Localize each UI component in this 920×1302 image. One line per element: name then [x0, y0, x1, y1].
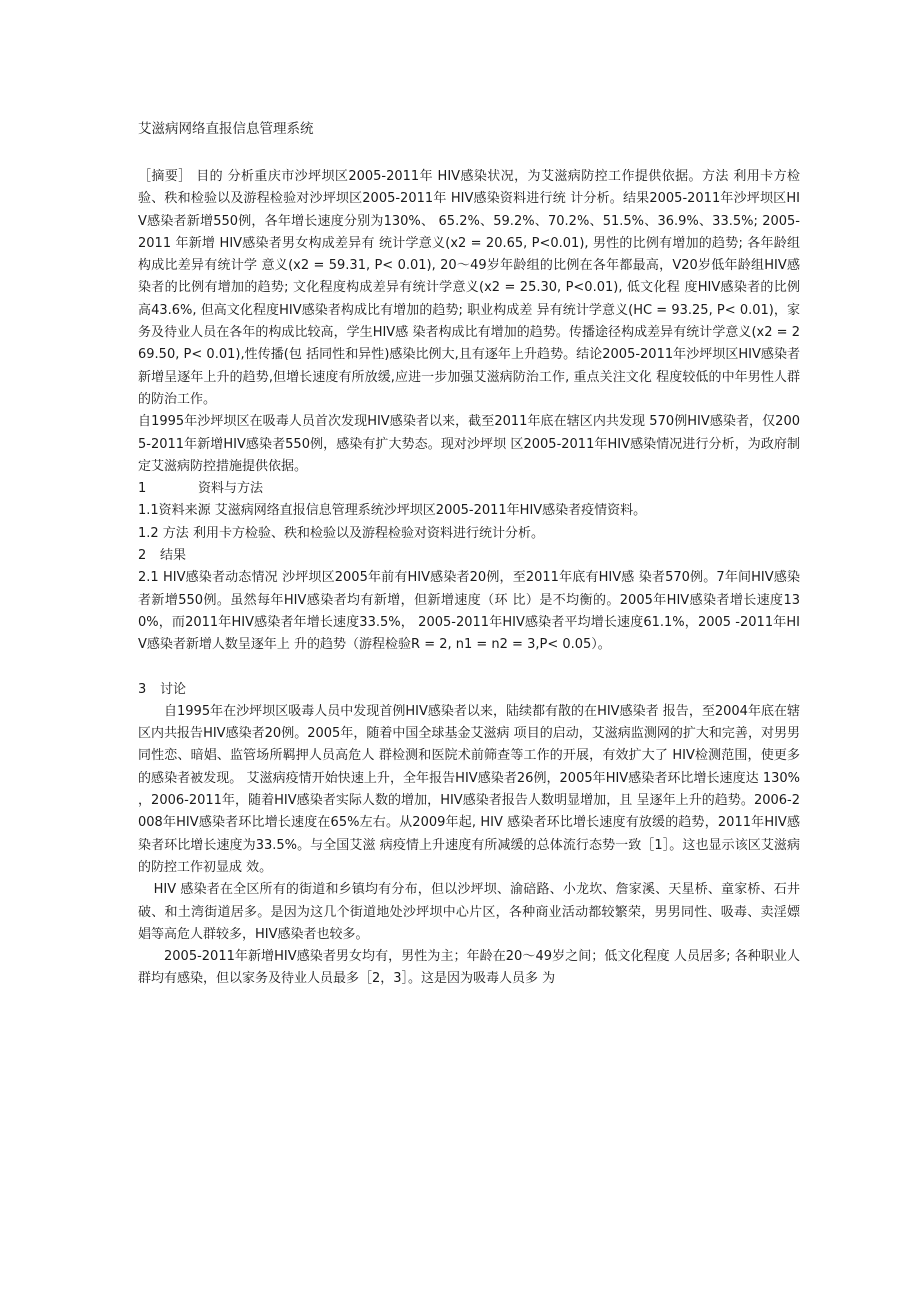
document-title: 艾滋病网络直报信息管理系统 — [138, 121, 314, 137]
section-1-heading — [138, 478, 800, 500]
section-3-heading — [138, 679, 800, 701]
section-3-title: 讨论 — [160, 681, 187, 697]
discussion-paragraph-1: 自1995年在沙坪坝区吸毒人员中发现首例HIV感染者以来，陆续都有散的在HIV感染者 报告，至2004年底在辖区内共报告HIV感染者20例。2005年，随着中国全球基金艾滋病 项目的启动，艾滋病监测网的扩大和完善，对男男同性恋、暗娼、监管场所羁押人员高危人 群检测和医院术前筛查等工作的开展，有效扩大了 HIV检测范围，使更多的感染者被发现。 艾滋病疫情开始快速上升，全年报告HIV感染者26例，2005年HIV感染者环比增长速度达 130% ，2006-2011年，随着HIV感染者实际人数的增加，HIV感染者报告人数明显增加，且 呈逐年上升的趋势。2006-2008年HIV感染者环比增长速度在65%左右。从2009年起, HIV 感染者环比增长速度有放缓的趋势，2011年HIV感染者环比增长速度为33.5%。与全国艾滋 病疫情上升速度有所减缓的总体流行态势一致［1］。这也显示该区艾滋病的防控工作初显成 效。 — [138, 703, 800, 875]
section-1-2-paragraph: 1.2 方法 利用卡方检验、秩和检验以及游程检验对资料进行统计分析。 — [138, 525, 544, 541]
section-3-number: 3 — [138, 681, 147, 697]
section-2-number: 2 — [138, 548, 147, 564]
discussion-paragraph-2: HIV 感染者在全区所有的街道和乡镇均有分布，但以沙坪坝、渝碚路、小龙坎、詹家溪、天星桥、童家桥、石井破、和土湾街道居多。是因为这几个街道地处沙坪坝中心片区，各种商业活动都较繁荣，男男同性、吸毒、卖淫嫖娼等高危人群较多，HIV感染者也较多。 — [138, 882, 800, 942]
section-2-title: 结果 — [160, 548, 187, 564]
section-2-1-paragraph: 2.1 HIV感染者动态情况 沙坪坝区2005年前有HIV感染者20例，至2011年底有HIV感 染者570例。7年间HIV感染者新增550例。虽然每年HIV感染者均有新增，但新增速度（环 比）是不均衡的。2005年HIV感染者增长速度130%，而2011年HIV感染者年增长速度33.5%， 2005-2011年HIV感染者平均增长速度61.1%，2005 -2011年HIV感染者新增人数呈逐年上 升的趋势（游程检验R = 2, n1 = n2 = 3,P< 0.05）。 — [138, 570, 800, 653]
section-1-number: 1 — [138, 481, 147, 497]
spacer — [138, 657, 800, 679]
document-page — [138, 118, 800, 991]
discussion-paragraph-3: 2005-2011年新增HIV感染者男女均有，男性为主；年龄在20〜49岁之间；低文化程度 人员居多; 各种职业人群均有感染，但以家务及待业人员最多［2，3］。这是因为吸毒人员多 为 — [138, 949, 800, 987]
abstract-paragraph: ［摘要］ 目的 分析重庆市沙坪坝区2005-2011年 HIV感染状况，为艾滋病防控工作提供依据。方法 利用卡方检验、秩和检验以及游程检验对沙坪坝区2005-2011年 HIV感染资料进行统 计分析。结果2005-2011年沙坪坝区HIV感染者新增550例，各年增长速度分别为130%、 65.2%、59.2%、70.2%、51.5%、36.9%、33.5%; 2005-2011 年新增 HIV感染者男女构成差异有 统计学意义(x2 = 20.65, P<0.01), 男性的比例有增加的趋势; 各年龄组构成比差异有统计学 意义(x2 = 59.31, P< 0.01), 20〜49岁年龄组的比例在各年都最高，V20岁低年龄组HIV感 染者的比例有增加的趋势; 文化程度构成差异有统计学意义(x2 = 25.30, P<0.01), 低文化程 度HIV感染者的比例高43.6%, 但高文化程度HIV感染者构成比有增加的趋势; 职业构成差 异有统计学意义(HC = 93.25, P< 0.01)，家务及待业人员在各年的构成比较高，学生HIV感 染者构成比有增加的趋势。传播途径构成差异有统计学意义(x2 = 269.50, P< 0.01),性传播(包 括同性和异性)感染比例大,且有逐年上升趋势。结论2005-2011年沙坪坝区HIV感染者 新增呈逐年上升的趋势,但增长速度有所放缓,应进一步加强艾滋病防治工作, 重点关注文化 程度较低的中年男性人群的防治工作。 — [138, 169, 800, 407]
section-1-title: 资料与方法 — [198, 481, 264, 497]
intro-paragraph: 自1995年沙坪坝区在吸毒人员首次发现HIV感染者以来，截至2011年底在辖区内共发现 570例HIV感染者，仅2005-2011年新增HIV感染者550例，感染有扩大势态。现对沙坪坝 区2005-2011年HIV感染情况进行分析，为政府制定艾滋病防控措施提供依据。 — [138, 414, 800, 474]
section-2-heading — [138, 545, 800, 567]
section-1-1-paragraph: 1.1资料来源 艾滋病网络直报信息管理系统沙坪坝区2005-2011年HIV感染者疫情资料。 — [138, 503, 647, 519]
